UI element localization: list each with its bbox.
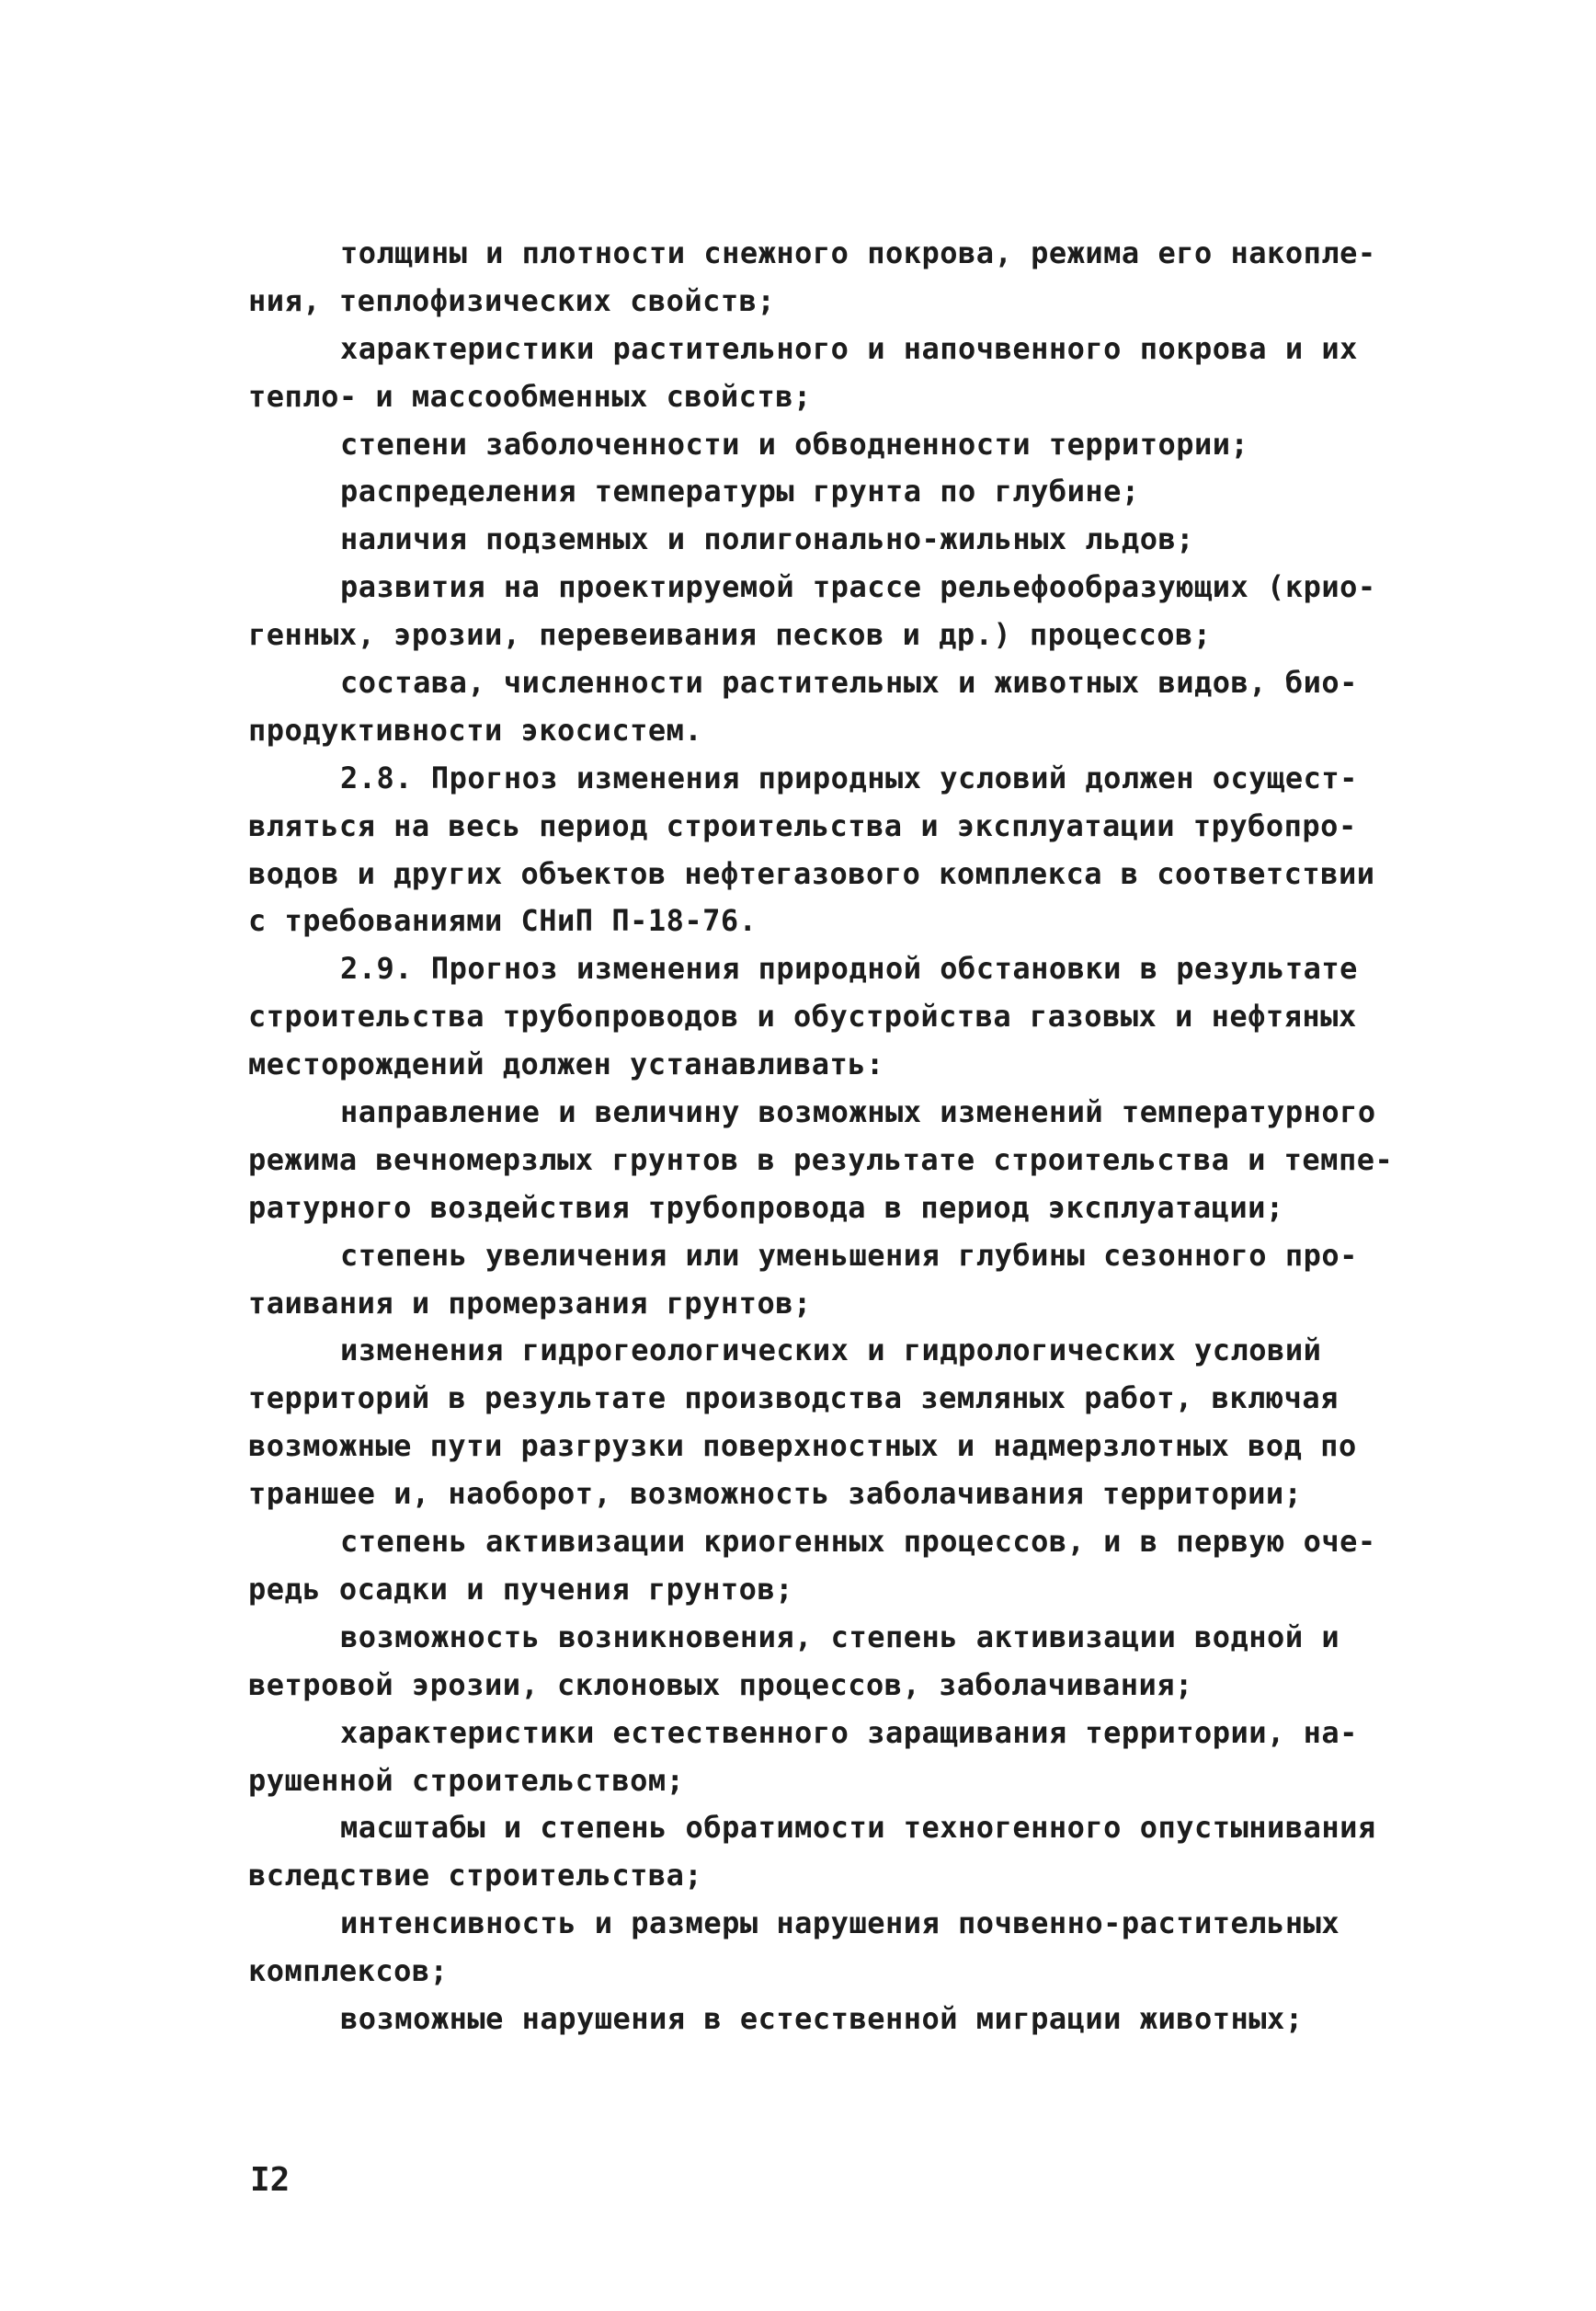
text-line: характеристики растительного и напочвенного покрова и их xyxy=(340,330,1358,366)
text-line: степень увеличения или уменьшения глубины сезонного про- xyxy=(340,1237,1358,1273)
text-line: ветровой эрозии, склоновых процессов, заболачивания; xyxy=(248,1666,1193,1702)
text-line: режима вечномерзлых грунтов в результате строительства и темпе- xyxy=(248,1141,1394,1177)
text-line: масштабы и степень обратимости техногенного опустынивания xyxy=(340,1810,1376,1846)
text-line: территорий в результате производства земляных работ, включая xyxy=(248,1380,1339,1416)
text-line: водов и других объектов нефтегазового комплекса в соответствии xyxy=(248,855,1375,891)
text-line: месторождений должен устанавливать: xyxy=(248,1047,884,1082)
text-line: ния, теплофизических свойств; xyxy=(248,282,776,318)
text-line: с требованиями СНиП П-18-76. xyxy=(248,903,758,939)
text-line: развития на проектируемой трассе рельефообразующих (крио- xyxy=(340,569,1376,605)
text-line: 2.8. Прогноз изменения природных условий должен осущест- xyxy=(340,760,1358,795)
text-line: характеристики естественного заращивания территории, на- xyxy=(340,1714,1358,1750)
text-line: интенсивность и размеры нарушения почвенно-растительных xyxy=(340,1905,1340,1941)
text-line: продуктивности экосистем. xyxy=(248,712,703,748)
text-line: вследствие строительства; xyxy=(248,1858,703,1893)
text-line: таивания и промерзания грунтов; xyxy=(248,1285,812,1321)
text-line: возможные нарушения в естественной миграции животных; xyxy=(340,2000,1304,2036)
text-line: ратурного воздействия трубопровода в период эксплуатации; xyxy=(248,1189,1284,1225)
text-line: комплексов; xyxy=(248,1953,449,1989)
text-line: рушенной строительством; xyxy=(248,1762,685,1798)
text-line: возможность возникновения, степень активизации водной и xyxy=(340,1619,1340,1654)
page-number: I2 xyxy=(250,2161,291,2199)
text-line: вляться на весь период строительства и эксплуатации трубопро- xyxy=(248,807,1357,843)
text-line: изменения гидрогеологических и гидрологических условий xyxy=(340,1333,1322,1368)
text-line: траншее и, наоборот, возможность заболачивания территории; xyxy=(248,1476,1303,1512)
text-line: состава, численности растительных и животных видов, био- xyxy=(340,665,1358,701)
text-line: наличия подземных и полигонально-жильных льдов; xyxy=(340,521,1194,557)
text-line: направление и величину возможных изменений температурного xyxy=(340,1094,1376,1130)
text-line: степени заболоченности и обводненности территории; xyxy=(340,426,1249,462)
text-line: распределения температуры грунта по глубине; xyxy=(340,474,1140,509)
text-line: строительства трубопроводов и обустройства газовых и нефтяных xyxy=(248,999,1357,1035)
text-line: возможные пути разгрузки поверхностных и надмерзлотных вод по xyxy=(248,1428,1357,1464)
text-line: редь осадки и пучения грунтов; xyxy=(248,1571,793,1607)
text-line: 2.9. Прогноз изменения природной обстановки в результате xyxy=(340,951,1358,987)
body-text xyxy=(248,230,1462,2043)
text-line: степень активизации криогенных процессов, и в первую оче- xyxy=(340,1524,1376,1560)
text-line: толщины и плотности снежного покрова, режима его накопле- xyxy=(340,235,1376,270)
text-line: тепло- и массообменных свойств; xyxy=(248,378,812,414)
text-line: генных, эрозии, перевеивания песков и др.) процессов; xyxy=(248,617,1212,653)
